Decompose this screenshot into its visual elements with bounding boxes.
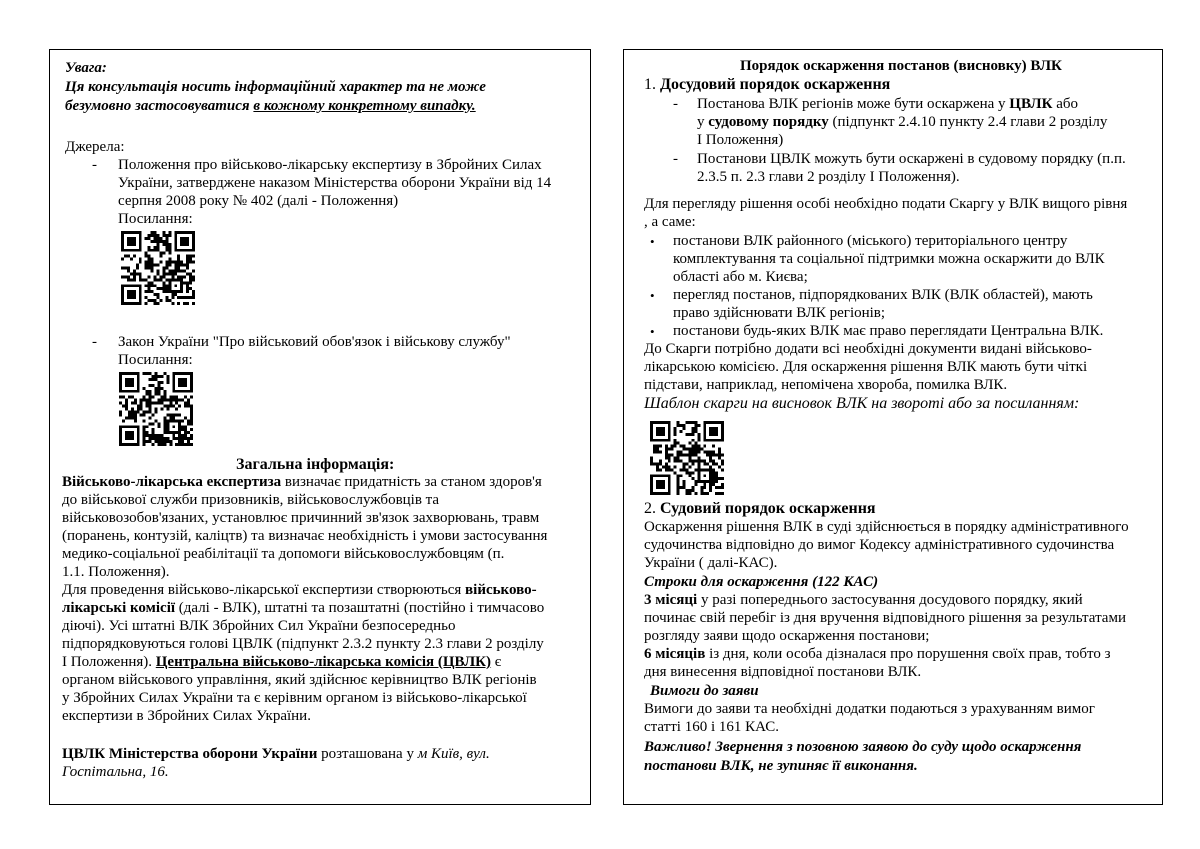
address-line: ЦВЛК Міністерства оборони України розташована у м Київ, вул.: [62, 746, 490, 762]
terms-title: Строки для оскарження (122 КАС): [644, 574, 879, 590]
paragraph-line: Військово-лікарська експертиза визначає придатність за станом здоров'я: [62, 474, 542, 490]
paragraph-line: підпорядковуються голові ЦВЛК (підпункт 2.3.2 пункту 2.3 глави 2 розділу: [62, 636, 544, 652]
qr-code-icon[interactable]: [650, 421, 724, 495]
bullet-line: постанови будь-яких ВЛК має право переглядати Центральна ВЛК.: [673, 323, 1104, 339]
paragraph-line: експертизи в Збройних Силах України.: [62, 708, 311, 724]
paragraph-line: лікарською комісією. Для оскарження рішення ВЛК мають бути чіткі: [644, 359, 1088, 375]
list-line: у судовому порядку (підпункт 2.4.10 пункту 2.4 глави 2 розділу: [697, 114, 1108, 130]
paragraph-line: у Збройних Силах України та є керівним органом із військово-лікарської: [62, 690, 527, 706]
paragraph-line: Оскарження рішення ВЛК в суді здійснюється в порядку адміністративного: [644, 519, 1129, 535]
link-label: Посилання:: [118, 211, 193, 227]
bullet: •: [650, 288, 655, 303]
source-line: серпня 2008 року № 402 (далі - Положення): [118, 193, 399, 209]
qr-code-icon[interactable]: [121, 231, 195, 305]
right-title: Порядок оскарження постанов (висновку) ВЛК: [740, 58, 1062, 74]
list-dash: -: [92, 334, 97, 350]
paragraph-line: Для проведення військово-лікарської експертизи створюються військово-: [62, 582, 537, 598]
paragraph-line: статті 160 і 161 КАС.: [644, 719, 779, 735]
bullet-line: перегляд постанов, підпорядкованих ВЛК (ВЛК областей), мають: [673, 287, 1093, 303]
paragraph-line: органом військового управління, який здійснює керівництво ВЛК регіонів: [62, 672, 537, 688]
paragraph-line: (поранень, контузій, каліцтв) та визначає необхідність і умови застосування: [62, 528, 548, 544]
warning-text-line: безумовно застосовуватися в кожному конкретному випадку.: [65, 98, 476, 114]
paragraph-line: , а саме:: [644, 214, 696, 230]
paragraph-line: дня винесення відповідної постанови ВЛК.: [644, 664, 922, 680]
section-heading: 2. Судовий порядок оскарження: [644, 500, 876, 517]
source-line: України, затверджене наказом Міністерства оборони України від 14: [118, 175, 552, 191]
list-dash: -: [92, 157, 97, 173]
important-note-line: Важливо! Звернення з позовною заявою до суду щодо оскарження: [644, 739, 1082, 755]
paragraph-line: медико-соціальної реабілітації та допомоги військовослужбовцям (п.: [62, 546, 505, 562]
link-label: Посилання:: [118, 352, 193, 368]
list-line: Постанови ЦВЛК можуть бути оскаржені в судовому порядку (п.п.: [697, 151, 1126, 167]
general-info-title: Загальна інформація:: [236, 456, 395, 473]
paragraph-line: розгляду заяви щодо оскарження постанови;: [644, 628, 930, 644]
paragraph-line: 6 місяців із дня, коли особа дізналася про порушення своїх прав, тобто з: [644, 646, 1111, 662]
paragraph-line: судочинства відповідно до вимог Кодексу адміністративного судочинства: [644, 537, 1115, 553]
list-dash: -: [673, 96, 678, 112]
source-line: Закон України "Про військовий обов'язок і військову службу": [118, 334, 511, 350]
paragraph-line: діючі). Усі штатні ВЛК Збройних Сил України безпосередньо: [62, 618, 456, 634]
important-note-line: постанови ВЛК, не зупиняє її виконання.: [644, 758, 918, 774]
paragraph-line: підстави, наприклад, непомічена хвороба, помилка ВЛК.: [644, 377, 1008, 393]
bullet-line: області або м. Києва;: [673, 269, 808, 285]
sources-label: Джерела:: [65, 139, 125, 155]
list-line: 2.3.5 п. 2.3 глави 2 розділу I Положення).: [697, 169, 960, 185]
requirements-title: Вимоги до заяви: [650, 683, 759, 699]
warning-title: Увага:: [65, 60, 107, 76]
bullet: •: [650, 324, 655, 339]
list-line: Постанова ВЛК регіонів може бути оскаржена у ЦВЛК або: [697, 96, 1078, 112]
section-heading: 1. Досудовий порядок оскарження: [644, 76, 891, 93]
bullet-line: комплектування та соціальної підтримки можна оскаржити до ВЛК: [673, 251, 1105, 267]
paragraph-line: 3 місяці у разі попереднього застосування досудового порядку, який: [644, 592, 1083, 608]
paragraph-line: до військової служби призовників, військовослужбовців та: [62, 492, 440, 508]
bullet-line: право здійснювати ВЛК регіонів;: [673, 305, 886, 321]
list-line: I Положення): [697, 132, 784, 148]
paragraph-line: лікарські комісії (далі - ВЛК), штатні та позаштатні (постійно і тимчасово: [62, 600, 545, 616]
template-note: Шаблон скарги на висновок ВЛК на звороті або за посиланням:: [644, 395, 1080, 412]
paragraph-line: військовозобов'язаних, установлює причинний зв'язок захворювань, травм: [62, 510, 540, 526]
warning-text-line: Ця консультація носить інформаційний характер та не може: [65, 79, 486, 95]
paragraph-line: України ( далі-КАС).: [644, 555, 778, 571]
list-dash: -: [673, 151, 678, 167]
qr-code-icon[interactable]: [119, 372, 193, 446]
paragraph-line: починає свій перебіг із дня вручення відповідного рішення за результатами: [644, 610, 1126, 626]
paragraph-line: До Скарги потрібно додати всі необхідні документи видані військово-: [644, 341, 1092, 357]
paragraph-line: I Положення). Центральна військово-лікарська комісія (ЦВЛК) є: [62, 654, 502, 670]
paragraph-line: Для перегляду рішення особі необхідно подати Скаргу у ВЛК вищого рівня: [644, 196, 1128, 212]
source-line: Положення про військово-лікарську експертизу в Збройних Силах: [118, 157, 542, 173]
bullet: •: [650, 234, 655, 249]
bullet-line: постанови ВЛК районного (міського) територіального центру: [673, 233, 1068, 249]
paragraph-line: 1.1. Положення).: [62, 564, 170, 580]
paragraph-line: Вимоги до заяви та необхідні додатки подаються з урахуванням вимог: [644, 701, 1095, 717]
address-line: Госпітальна, 16.: [62, 764, 169, 780]
